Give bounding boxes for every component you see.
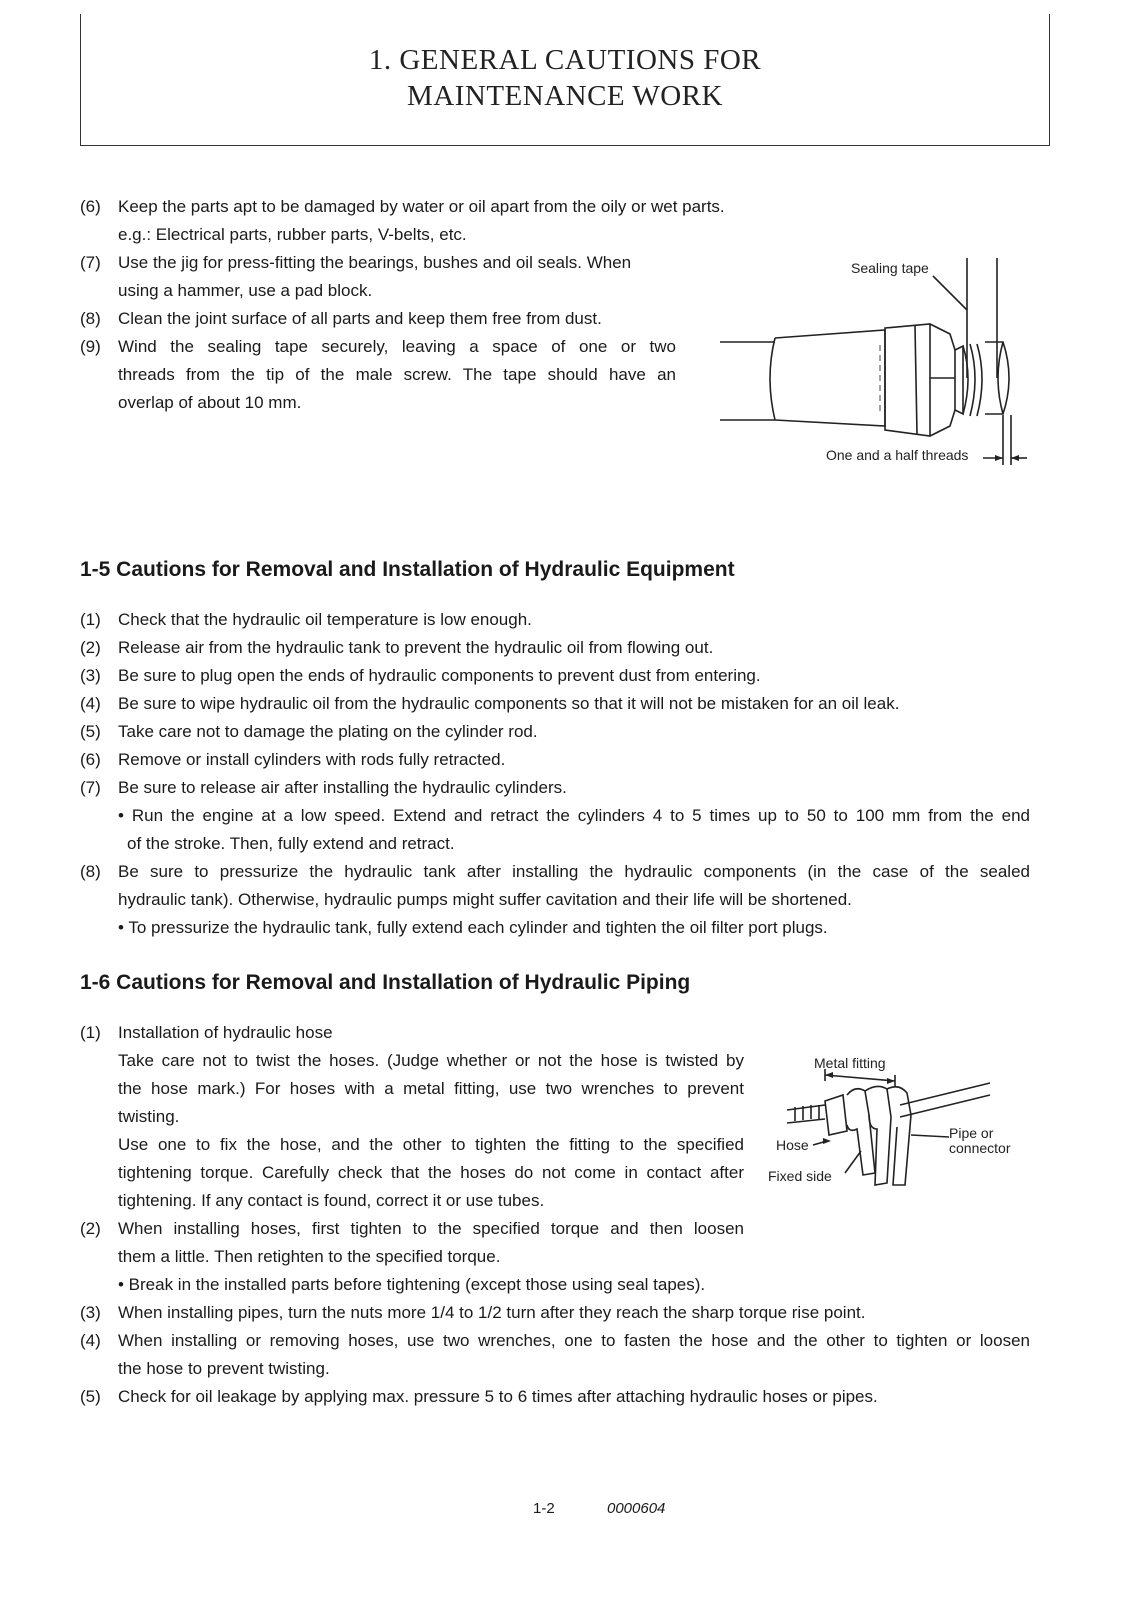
threads-label: One and a half threads — [826, 447, 969, 463]
metal-fitting-label: Metal fitting — [814, 1055, 886, 1071]
fixed-side-label: Fixed side — [768, 1168, 832, 1184]
list-item-continuation: tightening. If any contact is found, correct it or use tubes. — [118, 1191, 545, 1210]
list-item-continuation: e.g.: Electrical parts, rubber parts, V-belts, etc. — [118, 225, 467, 244]
list-item-continuation: them a little. Then retighten to the specified torque. — [118, 1247, 501, 1266]
bullet-note: • Break in the installed parts before tightening (except those using seal tapes). — [118, 1275, 706, 1294]
page-title-line1: 1. GENERAL CAUTIONS FOR — [368, 44, 762, 76]
list-item-continuation: the hose to prevent twisting. — [118, 1359, 330, 1378]
list-item-continuation: using a hammer, use a pad block. — [118, 281, 373, 300]
pipe-label-line2: connector — [949, 1140, 1011, 1156]
list-item-continuation: Use one to fix the hose, and the other to tighten the fitting to the specified — [118, 1135, 744, 1154]
sealing-tape-label: Sealing tape — [851, 260, 929, 276]
section-heading-1-5: 1-5 Cautions for Removal and Installation of Hydraulic Equipment — [80, 558, 735, 581]
list-item-continuation: the hose mark.) For hoses with a metal fitting, use two wrenches to prevent — [118, 1079, 744, 1098]
pipe-label-line1: Pipe or — [949, 1125, 994, 1141]
list-item-continuation: hydraulic tank). Otherwise, hydraulic pumps might suffer cavitation and their life will be shortened. — [118, 890, 852, 909]
page-title-line2: MAINTENANCE WORK — [407, 80, 723, 112]
hose-label: Hose — [776, 1137, 809, 1153]
list-item-continuation: tightening torque. Carefully check that the hoses do not come in contact after — [118, 1163, 744, 1182]
bullet-note: • Run the engine at a low speed. Extend and retract the cylinders 4 to 5 times up to 50 to 100 mm from the end — [118, 806, 1030, 825]
bullet-note-continuation: of the stroke. Then, fully extend and retract. — [127, 834, 455, 853]
page-number: 1-2 — [533, 1500, 555, 1517]
bullet-note: • To pressurize the hydraulic tank, fully extend each cylinder and tighten the oil filter port plugs. — [118, 918, 828, 937]
sealing-tape-figure — [715, 250, 1035, 470]
list-item-continuation: threads from the tip of the male screw. The tape should have an — [118, 365, 676, 384]
list-item-continuation: twisting. — [118, 1107, 180, 1126]
list-item-continuation: Take care not to twist the hoses. (Judge whether or not the hose is twisted by — [118, 1051, 744, 1070]
document-code: 0000604 — [607, 1500, 666, 1517]
list-item-continuation: overlap of about 10 mm. — [118, 393, 302, 412]
section-heading-1-6: 1-6 Cautions for Removal and Installation of Hydraulic Piping — [80, 971, 691, 994]
